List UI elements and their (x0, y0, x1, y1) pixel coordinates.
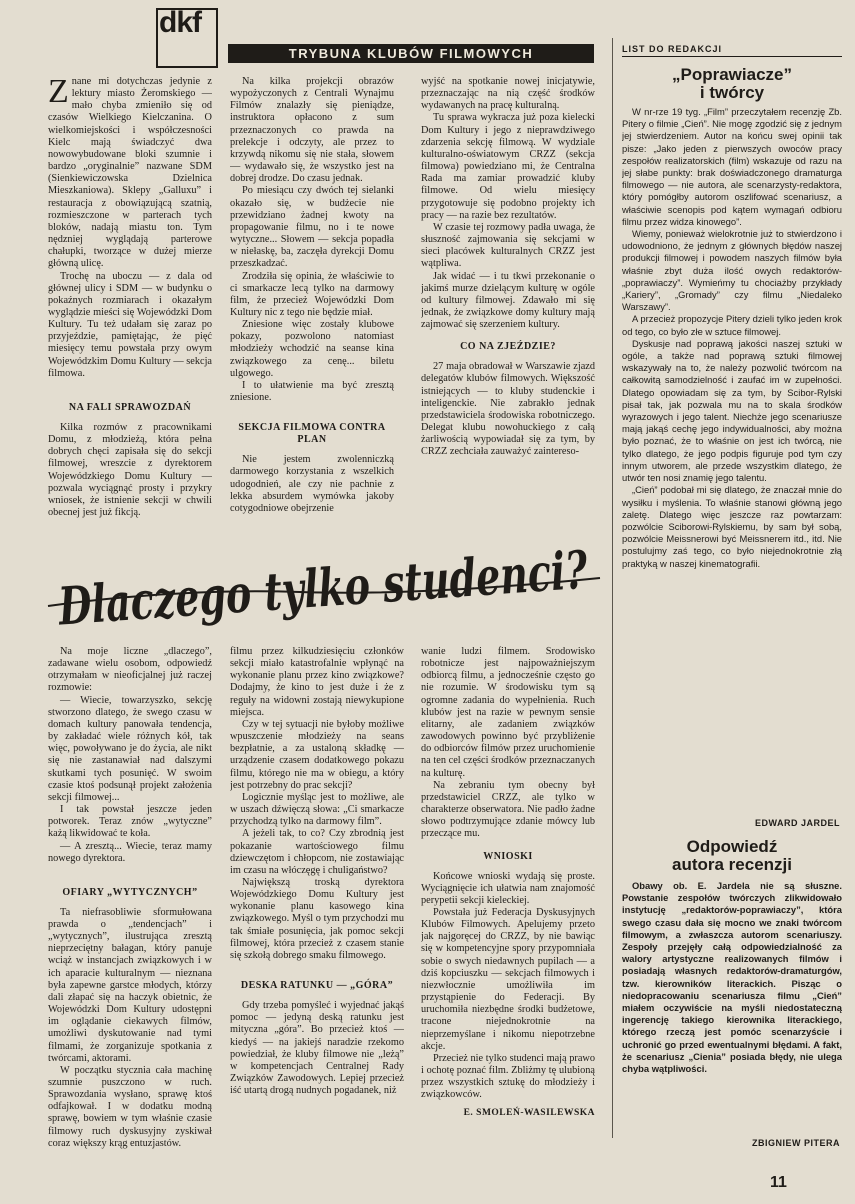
article-paragraph: wyjść na spotkanie nowej inicjatywie, przeznaczając na nią część środków wydawanych na pracę kulturalną. (421, 76, 595, 112)
article-paragraph: 27 maja obradował w Warszawie zjazd delegatów klubów filmowych. Większość istniejących — to kluby studenckie i inteligenckie. Nie zabrakło jednak przedstawiciela środowiska robotniczego. Delegat klubu nowohuckiego z całą żarliwością wypowiadał się za tym, by CRZZ zechciała zauważyć zaintereso- (421, 361, 595, 458)
article-paragraph: Znane mi dotychczas jedynie z lektury miasto Żeromskiego — mało chyba zmieniło się od czasów Wielkiego Kielczanina. O wielkomiejskości i współczesności Kielc mają świadczyć dwa nowowybudowane bloki szumnie i bardzo „oryginalnie” nazwane SDM (Sienkiewiczowska Dzielnica Mieszkaniowa). Sklepy „Galluxu” i restauracja z obowiązującą szatnią, rozmieszczone w parterach tych bloków, nadają miastu ton. Tym nędzniej wyglądają parterowe chałupki, tworzące w dużej mierze główną ulicę. (48, 76, 212, 270)
article-column-1 (48, 76, 212, 526)
article-paragraph: — Wiecie, towarzyszko, sekcję stworzono dlatego, że swego czasu w domach kultury panowała tendencja, by zakładać wiele różnych kół, tak więc, powoływano je do życia, ale nikt się nie zastanawiał nad dalszymi skutkami tych posunięć. W swoim czasie ktoś podsunął projekt założenia sekcji filmowej... (48, 694, 212, 803)
article-paragraph: Kilka rozmów z pracownikami Domu, z młodzieżą, która pełna dobrych chęci zapisała się do sekcji filmowej, wreszcie z dyrektorem Wojewódzkiego Domu Kultury — pozwala wyciągnąć prosty i przykry wniosek, że istnienie sekcji w chwili obecnej jest już fikcją. (48, 421, 212, 518)
article-column-2 (230, 76, 394, 526)
drop-cap: Z (48, 76, 69, 110)
letter-title-line-1: „Poprawiacze” (672, 65, 792, 84)
letter-paragraph: „Cień” podobał mi się dlatego, że znaczał mnie do wysiłku i myślenia. To właśnie stanowi główną jego zaletę. Dlatego więc jeszcze raz powtarzam: pozwólcie Sciborowi-Rylskiemu, by sam był sobą, pozwólcie Meissnerowi być Meissnerem itd., itd. Nie postulujmy zaś tego, co było niejednokrotnie złą praktyką w naszej kinematografii. (622, 484, 842, 569)
letter-paragraph: A przecież propozycje Pitery dzieli tylko jeden krok od tego, co było złe w sztuce filmowej. (622, 313, 842, 337)
subheading: SEKCJA FILMOWA CONTRA PLAN (238, 422, 386, 446)
article-paragraph: Po miesiącu czy dwóch tej sielanki okazało się, w budżecie nie przewidziano żadnej kwoty na propagowanie filmu, no i te nowe wytyczne... Słowem — sekcja popadła w niełaskę, ba, zaczęła dyrekcji Domu przeszkadzać. (230, 185, 394, 270)
article-paragraph: A jeżeli tak, to co? Czy zbrodnią jest pokazanie wartościowego filmu dziewczętom i chłopcom, nie zostawiając im czasu na włóczęgę i chuligaństwo? (230, 828, 404, 876)
letter-paragraph: W nr-rze 19 tyg. „Film” przeczytałem recenzję Zb. Pitery o filmie „Cień”. Nie mogę zgodzić się z jednym jej stwierdzeniem. Autor na końcu swej opinii tak pisze: „Jako jeden z pierwszych owoców pracy zespołów realizatorskich (film) wskazuje od razu na jej słabe punkty: brak doświadczonego dramaturga filmowego — nie autora, ale scenarzysty-redaktora, który pomógłby autorom oszlifować scenariusz, a właściwie scenopis pod kątem wymagań odbioru filmu przez widza kinowego”. (622, 106, 842, 227)
article-paragraph: Zniesione więc zostały klubowe pokazy, pozwolono natomiast młodzieży wchodzić na seanse kina związkowego za cenę... biletu ulgowego. (230, 319, 394, 379)
article-column-6 (421, 646, 595, 1156)
article-paragraph: Gdy trzeba pomyśleć i wyjednać jakąś pomoc — jedyną deską ratunku jest mityczna „góra”. Bo przecież ktoś — kiedyś — na jakiejś naradzie rzekomo powiedział, że kluby filmowe nie „leżą” w kompetencjach Centralnej Rady Związków Zawodowych. Lepiej przecież iść utartą drogą nudnych pogadanek, niż (230, 1000, 404, 1097)
article-paragraph: Powstała już Federacja Dyskusyjnych Klubów Filmowych. Apelujemy przeto jak najgoręcej do CRZZ, by nie bawiąc się w kompetencyjne spory przypomniała sobie o swych niedawnych pupilach — a dziś kopciuszku — sekcjach filmowych i niezwłocznie umożliwiła im przystąpienie do Federacji. By uruchomiła niezbędne środki budżetowe, tracone niejednokrotnie na nieprzemyślane i nikomu niepotrzebne akcje. (421, 906, 595, 1052)
article-paragraph: Końcowe wnioski wydają się proste. Wyciągnięcie ich ułatwia nam znajomość perypetii sekcji kieleckiej. (421, 870, 595, 906)
headline-drawing (40, 548, 610, 628)
article-paragraph: I to ułatwienie ma być zresztą zniesione. (230, 379, 394, 404)
letter-title-line-2: i twórcy (699, 83, 765, 102)
article-paragraph: Na kilka projekcji obrazów wypożyczonych z Centrali Wynajmu Filmów znalazły się pieniądze, instruktora opłacono z sum przeznaczonych co prawda na prelekcje i odczyty, ale przez to krzywdą nikomu się nie stała, słowem — wydawało się, że wszystko jest na dobrej drodze. Do czasu jednak. (230, 76, 394, 185)
article-paragraph: Na zebraniu tym obecny był przedstawiciel CRZZ, ale tylko w charakterze obserwatora. Nie padło żadne słowo podtrzymujące zdanie mówcy lub przeczące mu. (421, 779, 595, 840)
article-column-5 (230, 646, 404, 1156)
headline-text: Dlaczego tylko studenci? (56, 548, 610, 628)
reply-title-line-2: autora recenzji (672, 855, 792, 874)
article-paragraph: Zrodziła się opinia, że właściwie to ci smarkacze lecą tylko na darmowy film, że przecież Wojewódzki Dom Kultury nic z tego nie będzie miał. (230, 270, 394, 318)
reply-body (622, 880, 842, 1130)
subheading: CO NA ZJEŹDZIE? (460, 341, 556, 353)
article-paragraph: W czasie tej rozmowy padła uwaga, że słuszność zajmowania się sekcjami w sieci placówek kulturalnych CRZZ jest wątpliwa. (421, 221, 595, 270)
article-paragraph: Na moje liczne „dlaczego”, zadawane wielu osobom, odpowiedź otrzymałam w nieoficjalnej już raczej rozmowie: (48, 646, 212, 694)
article-paragraph: Największą troską dyrektora Wojewódzkiego Domu Kultury jest wykonanie planu kasowego kina związkowego. Myśl o tym przychodzi mu tak śmiałe posunięcia, jak pomoc sekcji filmowej, która przecież z czasem stanie się szkołą dobrego smaku filmowego. (230, 876, 404, 961)
letter-paragraph: Dyskusje nad poprawą jakości naszej sztuki w ogóle, a także nad poprawą sztuki filmowej wskazywały na to, że należy pozwolić twórcom na całkowitą samodzielność i zaufać im w zupełności. Dlatego opowiadam się za tym, by Scibor-Rylski pisał tak, jak pozwala mu na to skala środków wyrazowych i jego talent. Niechże jego scenariusze mają jakąś cechę jego indywidualności, aby można było poznać, że to właśnie on jest ich twórcą, nie tylko dlatego, że jego podpis figuruje pod tym czy innym utworem, ale przede wszystkim dlatego, że utwór ten nosi znamię jego talentu. (622, 337, 842, 484)
reply-paragraph: Obawy ob. E. Jardela nie są słuszne. Powstanie zespołów twórczych zlikwidowało instytucję „redaktorów-poprawiaczy”, która swego czasu dała się mocno we znaki twórcom filmowym, a zwłaszcza autorom scenariuszy. Zespoły przejęły całą odpowiedzialność za walory artystyczne realizowanych filmów i posiadają własnych redaktorów-dramaturgów, tzw. kierowników literackich. Pisząc o niedopracowaniu scenariusza filmu „Cień” miałem oczywiście na myśli niedostateczną ingerencję takiego kierownika literackiego, którego rzeczą jest pomóc scenarzyście i uchronić go przed ewentualnymi błędami. A fakt, że scenariusz „Cienia” posiada błędy, nie ulega chyba wątpliwości. (622, 880, 842, 1075)
letter-body (622, 106, 842, 822)
article-paragraph: — A zresztą... Wiecie, teraz mamy nowego dyrektora. (48, 840, 212, 864)
article-paragraph: wanie ludzi filmem. Środowisko robotnicze jest najpoważniejszym odbiorcą filmu, a jednocześnie często go nie rozumie. W środowisku tym są ogromne zadania do wypełnienia. Ruch klubów jest na razie w pewnym sensie elitarny, ale zadaniem związków zawodowych powinno być przybliżenie do odbiorców filmów przez uruchomienie na ten cel części środków przeznaczanych na kulturę. (421, 646, 595, 779)
article-paragraph: filmu przez kilkudziesięciu członków sekcji miało katastrofalnie wpłynąć na wykonanie planu przez kino związkowe? Dodajmy, że kino to jest duże i że z reguły na widowni zostają niewykupione miejsca. (230, 646, 404, 718)
reply-title-line-1: Odpowiedź (686, 837, 778, 856)
article-paragraph: Nie jestem zwolenniczką darmowego korzystania z wszelkich udogodnień, ale czy nie pachnie z lekka absurdem wymówka jakoby cotygodniowe obejrzenie (230, 454, 394, 514)
article-paragraph: Czy w tej sytuacji nie byłoby możliwe wpuszczenie młodzieży na seans bezpłatnie, a za ustaloną składkę — urządzenie czasem dodatkowego pokazu filmu, którego nie ma w obiegu, a który jest potrzebny do prac sekcji? (230, 718, 404, 791)
subheading: OFIARY „WYTYCZNYCH” (62, 886, 198, 898)
article-column-4 (48, 646, 212, 1156)
handwritten-headline (40, 548, 610, 628)
article-paragraph: W początku stycznia cała machinę szumnie puszczono w ruch. Sprawozdania wysłano, sprawę ktoś odfajkował. I w dodatku modną sprawę, bowiem w tym właśnie czasie filmowy ruch dyskusyjny zyskiwał coraz większy krąg entuzjastów. (48, 1064, 212, 1149)
article-paragraph: Logicznie myśląc jest to możliwe, ale w uszach dźwięczą słowa: „Ci smarkacze przychodzą tylko na darmowy film”. (230, 791, 404, 828)
article-column-3 (421, 76, 595, 526)
subheading: WNIOSKI (483, 850, 533, 862)
letters-label: LIST DO REDAKCJI (622, 44, 842, 57)
letter-author: EDWARD JARDEL (754, 818, 840, 828)
article-author: E. SMOLEŃ-WASILEWSKA (463, 1108, 595, 1119)
article-paragraph: I tak powstał jeszcze jeden potworek. Teraz znów „wytyczne” każą likwidować te koła. (48, 804, 212, 840)
subheading: DESKA RATUNKU — „GÓRA” (240, 980, 394, 992)
article-paragraph: Tu sprawa wykracza już poza kielecki Dom Kultury i jego z nieprawdziwego zdarzenia sekcję filmową. W wydziale kulturalno-oświatowym CRZZ (sekcja filmowa) powiedziano mi, że Centralna Rada ma zamiar prowadzić kluby filmowe. Od wielu miesięcy przygotowuje się podobno projekty ich pracy — na razie bez rezultatów. (421, 112, 595, 221)
letter-paragraph: Wiemy, ponieważ wielokrotnie już to stwierdzono i udowodniono, że jednym z głównych błędów naszej produkcji filmowej i powodem naszych filmów była właśnie zbyt duża ilość owych redaktorów-„poprawiaczy”. Wymieńmy tu chociażby przykłady „Kariery”, „Gromady” czy filmu „Niedaleko Warszawy”. (622, 228, 842, 313)
subheading: NA FALI SPRAWOZDAŃ (68, 401, 192, 413)
article-paragraph: Ta niefrasobliwie sformułowana prawda o „tendencjach” i „wytycznych”, ilustrująca zresztą nieprzeciętny bałagan, który panuje wciąż w instancjach związkowych i w ich aparacie kulturalnym — nieznana była zapewne garstce młodych, którzy dali złapać się na haczyk obietnic, że Wojewódzki Dom Kultury udostępni im oglądanie ciekawych filmów, umożliwi dyskutowanie nad tymi filmami, że zorganizuje spotkania z twórcami, aktorami. (48, 906, 212, 1064)
article-paragraph: Jak widać — i tu tkwi przekonanie o jakimś murze dzielącym kulturę w ogóle od kultury filmowej. Zdawało mi się jednak, że związkowe domy kultury mają zajmować się szerzeniem kultury. (421, 270, 595, 331)
article-paragraph: Przecież nie tylko studenci mają prawo i ochotę poznać film. Zbliżmy tę ulubioną przez wszystkich sztukę do młodzieży i związkowców. (421, 1052, 595, 1101)
magazine-logo: dkf (159, 6, 201, 39)
article-paragraph: Trochę na uboczu — z dala od głównej ulicy i SDM — w budynku o pokaźnych rozmiarach i okazałym wyglądzie mieści się Wojewódzki Dom Kultury. Tu też udałam się zaraz po przyjeździe, pamiętając, że pięć miesięcy temu powstała przy owym Wojewódzkim Domu Kultury — sekcja filmowa. (48, 270, 212, 379)
reply-author: ZBIGNIEW PITERA (752, 1138, 840, 1148)
page-number: 11 (770, 1174, 787, 1191)
section-banner: TRYBUNA KLUBÓW FILMOWYCH (228, 44, 594, 63)
